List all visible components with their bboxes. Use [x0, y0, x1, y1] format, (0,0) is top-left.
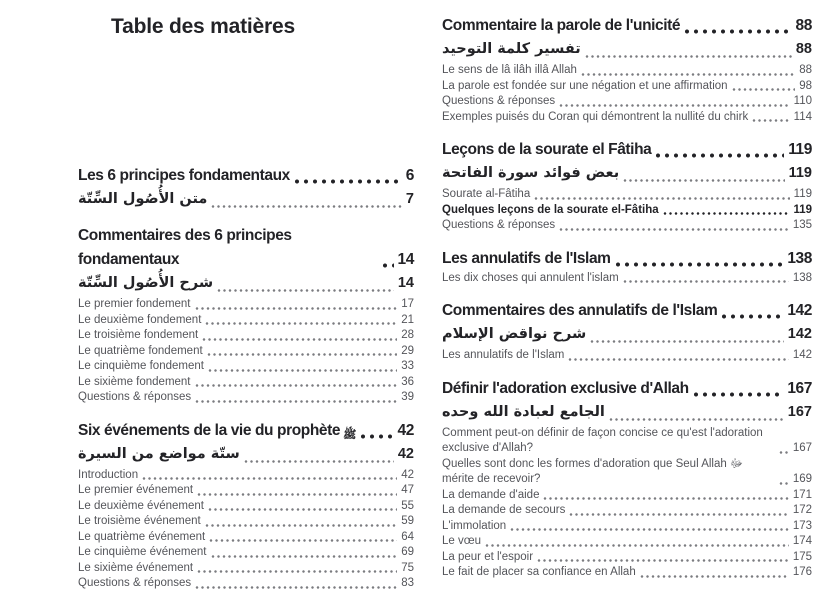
page-number: 114 — [793, 110, 812, 123]
toc-row — [78, 499, 414, 515]
page-number: 21 — [401, 313, 414, 326]
toc-entry-label: La parole est fondée sur une négation et une affirmation — [442, 79, 728, 92]
toc-row — [442, 348, 812, 364]
dotted-leader — [209, 531, 397, 544]
toc-row — [78, 443, 414, 466]
dotted-leader — [559, 220, 789, 233]
page-number: 55 — [401, 499, 414, 512]
page-number: 17 — [401, 298, 414, 310]
toc-row — [442, 323, 812, 346]
toc-entry-label: Le troisième événement — [78, 515, 201, 527]
section-title: Commentaire la parole de l'unicité — [442, 17, 681, 34]
dotted-leader — [211, 547, 398, 560]
page-number: 138 — [787, 249, 812, 267]
dotted-leader — [623, 171, 784, 184]
page-number: 7 — [405, 191, 414, 207]
page-number: 83 — [401, 577, 414, 589]
page-number: 88 — [795, 17, 812, 34]
toc-entry-label: Le premier événement — [78, 484, 194, 496]
section-title: Leçons de la sourate el Fâtiha — [442, 141, 652, 158]
page-number: 119 — [793, 188, 812, 200]
section-title-arabic: ستّة مواضع من السيرة — [78, 445, 240, 462]
page-number: 64 — [401, 530, 414, 543]
toc-entry-label: Quelles sont donc les formes d'adoration que Seul Allah ﷻ mérite de recevoir? — [442, 457, 743, 485]
toc-right-sections — [442, 14, 812, 581]
toc-entry-label: Sourate al-Fâtiha — [442, 188, 531, 200]
toc-entry-label: Exemples puisés du Coran qui démontrent la nullité du chirk — [442, 110, 749, 123]
section-title-arabic: الجامع لعبادة الله وحده — [442, 403, 605, 420]
page-number: 176 — [792, 566, 812, 578]
page-number: 171 — [792, 488, 812, 501]
toc-row — [78, 390, 414, 406]
page-number: 142 — [787, 326, 812, 342]
section-title-arabic: بعض فوائد سورة الفاتحة — [442, 165, 620, 181]
toc-section — [442, 377, 812, 581]
page-number: 69 — [401, 546, 414, 558]
page-number: 142 — [792, 349, 812, 361]
dotted-leader — [534, 189, 789, 202]
toc-row — [78, 576, 414, 592]
page-number: 28 — [401, 329, 414, 341]
dotted-leader — [244, 452, 394, 465]
page-number: 6 — [405, 167, 414, 184]
dotted-leader — [779, 474, 789, 487]
page-number: 169 — [792, 473, 812, 485]
toc-section — [78, 224, 414, 406]
toc-entry-label: Le cinquième fondement — [78, 360, 204, 372]
dotted-leader — [732, 80, 796, 93]
page-number: 14 — [397, 275, 414, 291]
toc-entry-label: Le cinquième événement — [78, 546, 207, 558]
toc-row — [78, 344, 414, 360]
dotted-leader — [294, 173, 402, 186]
toc-row — [78, 164, 414, 188]
section-title: Six événements de la vie du prophète — [78, 421, 341, 439]
toc-section — [442, 138, 812, 234]
dotted-leader — [655, 147, 784, 160]
page-number: 119 — [793, 203, 812, 216]
toc-entry-label: Le quatrième événement — [78, 530, 206, 543]
page-number: 167 — [787, 403, 812, 420]
toc-row — [442, 218, 812, 234]
dotted-leader — [590, 332, 784, 345]
dotted-leader — [693, 386, 784, 399]
dotted-leader — [211, 197, 402, 210]
page-number: 42 — [397, 445, 414, 462]
toc-row — [442, 187, 812, 203]
dotted-leader — [205, 516, 397, 529]
toc-entry-label: Quelques leçons de la sourate el-Fâtiha — [442, 203, 659, 216]
toc-entry-label: La peur et l'espoir — [442, 550, 534, 563]
toc-row — [442, 203, 812, 219]
toc-row — [442, 63, 812, 79]
toc-row — [442, 110, 812, 126]
section-title-arabic: شرح نواقض الإسلام — [442, 326, 587, 342]
section-title: Commentaires des 6 principes fondamentaux — [78, 227, 292, 268]
page-number: 42 — [397, 421, 414, 439]
toc-entry-label: Introduction — [78, 468, 139, 481]
toc-row — [442, 271, 812, 287]
dotted-leader — [609, 410, 784, 423]
toc-left-column — [78, 14, 414, 605]
toc-entry-label: Questions & réponses — [442, 219, 556, 231]
toc-section — [442, 247, 812, 287]
toc-row — [78, 313, 414, 329]
dotted-leader — [623, 272, 789, 285]
toc-row — [442, 247, 812, 271]
page-number: 36 — [401, 375, 414, 388]
toc-row — [442, 519, 812, 535]
toc-entry-label: Le premier fondement — [78, 298, 191, 310]
page-number: 88 — [795, 41, 812, 57]
page-number: 119 — [788, 141, 812, 158]
dotted-leader — [568, 350, 788, 363]
page-number: 175 — [792, 550, 812, 563]
dotted-leader — [207, 345, 398, 358]
section-title-arabic: متن الأُصُول السِّتّة — [78, 191, 208, 207]
dotted-leader — [684, 23, 791, 36]
dotted-leader — [537, 551, 789, 564]
section-title-arabic: شرح الأُصُول السِّتّة — [78, 275, 214, 291]
dotted-leader — [142, 469, 397, 482]
page-number: 14 — [397, 251, 414, 268]
page-number: 88 — [799, 64, 812, 76]
prophet-salutation-icon: ﷺ — [343, 427, 357, 441]
page-number: 135 — [792, 219, 812, 231]
toc-row — [78, 530, 414, 546]
dotted-leader — [585, 47, 792, 60]
toc-entry-label: Questions & réponses — [78, 391, 192, 403]
page-number: 47 — [401, 484, 414, 496]
toc-entry-label: Le troisième fondement — [78, 329, 199, 341]
page-number: 75 — [401, 561, 414, 574]
page-number: 98 — [799, 79, 812, 92]
dotted-leader — [195, 392, 397, 405]
toc-row — [442, 377, 812, 401]
toc-row — [442, 79, 812, 95]
dotted-leader — [195, 299, 398, 312]
dotted-leader — [581, 65, 795, 78]
toc-entry-label: Le deuxième événement — [78, 499, 204, 512]
toc-row — [442, 94, 812, 110]
dotted-leader — [752, 111, 789, 124]
toc-row — [442, 401, 812, 424]
dotted-leader — [360, 428, 393, 441]
dotted-leader — [569, 505, 788, 518]
dotted-leader — [195, 578, 397, 591]
page-number: 59 — [401, 515, 414, 527]
page-number: 167 — [792, 442, 812, 454]
toc-row — [442, 426, 812, 457]
page-number: 33 — [401, 360, 414, 372]
toc-row — [78, 468, 414, 484]
toc-entry-label: Le deuxième fondement — [78, 313, 202, 326]
dotted-leader — [197, 562, 397, 575]
toc-entry-label: Comment peut-on définir de façon concise ce qu'est l'adoration exclusive d'Allah? — [442, 426, 763, 454]
toc-entry-label: Le sixième événement — [78, 561, 194, 574]
dotted-leader — [208, 500, 397, 513]
dotted-leader — [202, 330, 397, 343]
toc-entry-label: Questions & réponses — [442, 95, 556, 107]
page-number: 138 — [792, 271, 812, 284]
dotted-leader — [721, 308, 783, 321]
section-title: Définir l'adoration exclusive d'Allah — [442, 379, 689, 397]
section-title-arabic: تفسير كلمة التوحيد — [442, 41, 581, 57]
toc-row — [442, 457, 812, 488]
toc-row — [78, 561, 414, 577]
dotted-leader — [663, 204, 790, 217]
toc-row — [442, 503, 812, 519]
section-title: Commentaires des annulatifs de l'Islam — [442, 302, 718, 319]
dotted-leader — [543, 489, 788, 502]
section-title: Les annulatifs de l'Islam — [442, 249, 611, 267]
page-number: 142 — [787, 302, 812, 319]
toc-row — [78, 328, 414, 344]
page-number: 167 — [787, 379, 812, 397]
dotted-leader — [559, 96, 790, 109]
toc-row — [442, 565, 812, 581]
toc-row — [78, 375, 414, 391]
toc-row — [78, 188, 414, 211]
toc-section — [442, 299, 812, 364]
dotted-leader — [615, 256, 784, 269]
toc-row — [442, 299, 812, 323]
toc-row — [442, 138, 812, 162]
page-number: 173 — [792, 519, 812, 532]
dotted-leader — [640, 567, 789, 580]
toc-right-column — [442, 14, 812, 605]
page-number: 110 — [793, 95, 812, 107]
page-number: 42 — [401, 468, 414, 481]
toc-entry-label: Le fait de placer sa confiance en Allah — [442, 566, 636, 578]
toc-row — [78, 483, 414, 499]
toc-entry-label: Questions & réponses — [78, 577, 192, 589]
page-number: 174 — [792, 535, 812, 547]
toc-entry-label: Le vœu — [442, 535, 481, 547]
dotted-leader — [208, 361, 397, 374]
dotted-leader — [197, 485, 397, 498]
toc-entry-label: Le quatrième fondement — [78, 344, 203, 357]
toc-row — [442, 14, 812, 38]
toc-row — [442, 550, 812, 566]
toc-entry-label: Le sens de lâ ilâh illâ Allah — [442, 64, 577, 76]
toc-row — [78, 545, 414, 561]
toc-row — [78, 297, 414, 313]
toc-section — [442, 14, 812, 125]
toc-row — [78, 514, 414, 530]
toc-row — [442, 162, 812, 185]
toc-entry-label: L'immolation — [442, 519, 507, 532]
toc-row — [442, 534, 812, 550]
page-number: 172 — [792, 504, 812, 516]
toc-section — [78, 164, 414, 211]
toc-row — [78, 419, 414, 443]
dotted-leader — [217, 281, 394, 294]
toc-row — [78, 272, 414, 295]
dotted-leader — [195, 376, 398, 389]
dotted-leader — [779, 443, 789, 456]
page-title: Table des matières — [111, 15, 295, 38]
toc-row — [442, 488, 812, 504]
toc-entry-label: Les annulatifs de l'Islam — [442, 349, 565, 361]
page-number: 39 — [401, 391, 414, 403]
dotted-leader — [510, 520, 789, 533]
dotted-leader — [485, 536, 789, 549]
page-number: 119 — [788, 165, 812, 181]
toc-section — [78, 419, 414, 592]
dotted-leader — [205, 314, 397, 327]
toc-entry-label: Le sixième fondement — [78, 375, 191, 388]
toc-left-sections — [78, 164, 414, 592]
dotted-leader — [382, 257, 393, 270]
toc-entry-label: La demande de secours — [442, 504, 566, 516]
page-number: 29 — [401, 344, 414, 357]
toc-entry-label: Les dix choses qui annulent l'islam — [442, 271, 619, 284]
toc-row — [78, 224, 414, 272]
toc-row — [78, 359, 414, 375]
toc-entry-label: La demande d'aide — [442, 488, 540, 501]
section-title: Les 6 principes fondamentaux — [78, 167, 290, 184]
toc-row — [442, 38, 812, 61]
